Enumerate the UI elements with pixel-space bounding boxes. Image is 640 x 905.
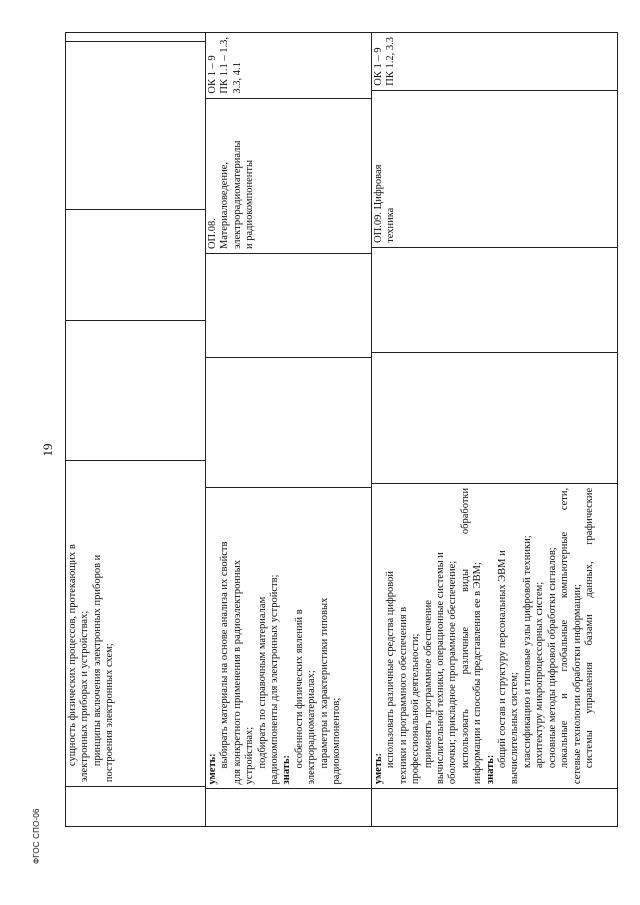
text-line: электрорадиоматериалах;	[306, 670, 318, 785]
index-cell	[66, 786, 205, 826]
curriculum-table	[65, 32, 618, 827]
hours-class-cell	[372, 247, 617, 352]
discipline-cell	[206, 98, 371, 253]
text-line: вычислительных систем;	[509, 672, 521, 785]
section-heading: знать:	[281, 754, 293, 785]
text-line: Материаловедение,	[219, 162, 231, 250]
text-line: системы управления базами данных, графические	[583, 487, 595, 769]
text-line: техники и программного обеспечения в	[397, 606, 409, 785]
section-heading: уметь:	[207, 753, 218, 785]
text-line: применять программное обеспечение	[422, 600, 434, 769]
text-line: для конкретного применения в радиоэлектронных	[231, 560, 243, 785]
text-line: подбирать по справочным материалам	[256, 596, 268, 769]
text-line: и радиокомпоненты	[244, 160, 256, 250]
text-line: ПК 1.1 – 1.3,	[219, 37, 231, 94]
index-cell	[372, 788, 617, 826]
text-line: устройствах;	[244, 726, 256, 785]
hours-max-cell	[66, 320, 205, 460]
text-line: сетевые технологии обработки информации;	[571, 584, 583, 785]
text-line: сущность физических процессов, протекающих в	[67, 544, 78, 767]
text-line: общий состав и структуру персональных ЭВМ и	[497, 550, 509, 769]
competencies-cell	[66, 33, 205, 41]
footer-code: ФГОС СПО-06	[32, 808, 41, 864]
text-line: принципы включения электронных приборов и	[91, 554, 103, 767]
table-row	[372, 33, 617, 826]
text-line: построения электронных схем;	[104, 643, 116, 783]
hours-class-cell	[206, 253, 371, 357]
competencies-cell	[206, 33, 371, 98]
text-line: ОП.08.	[207, 218, 218, 250]
text-line: профессиональной деятельности;	[410, 633, 422, 785]
competencies-cell	[372, 33, 617, 90]
text-line: использовать различные средства цифровой	[385, 570, 397, 769]
text-line: использовать различные виды обработки	[459, 487, 471, 769]
text-line: техника	[385, 207, 397, 243]
text-line: электрорадиоматериалы	[231, 140, 243, 250]
section-heading: уметь:	[373, 752, 384, 785]
text-line: выбирать материалы на основе анализа их свойств	[219, 541, 231, 769]
discipline-cell	[372, 90, 617, 247]
text-line: радиокомпоненты для электронных устройств;	[269, 574, 281, 785]
text-line: локальные и глобальные компьютерные сети,	[559, 487, 571, 769]
text-line: оболочки; прикладное программное обеспечение;	[447, 560, 459, 785]
page-number: 19	[40, 443, 55, 457]
skills-knowledge-cell	[206, 487, 371, 789]
text-line: радиокомпонентов;	[331, 697, 343, 785]
text-line: классификацию и типовые узлы цифровой техники;	[521, 535, 533, 769]
text-line: параметры и характеристики типовых	[318, 597, 330, 769]
text-line: ОП.09. Цифровая	[373, 164, 384, 243]
text-line: архитектуру микропроцессорных систем;	[534, 581, 546, 769]
text-line: особенности физических явлений в	[293, 609, 305, 769]
discipline-cell	[66, 41, 205, 209]
text-line: ПК 1.2, 3.3	[385, 37, 397, 86]
text-line: вычислительной техники, операционные системы и	[435, 552, 447, 785]
table-row	[206, 33, 372, 826]
hours-max-cell	[206, 357, 371, 487]
text-line: ОК 1 – 9	[373, 47, 384, 86]
skills-knowledge-cell	[66, 460, 205, 786]
skills-knowledge-cell	[372, 483, 617, 788]
index-cell	[206, 788, 371, 826]
table-row	[66, 33, 206, 826]
text-line: основные методы цифровой обработки сигналов;	[546, 547, 558, 769]
text-line: электронных приборах и устройствах;	[79, 610, 91, 783]
hours-class-cell	[66, 209, 205, 321]
text-line: 3.3, 4.1	[231, 62, 243, 94]
hours-max-cell	[372, 352, 617, 483]
text-line: ОК 1 – 9	[207, 55, 218, 94]
text-line: информации и способы представления ее в ЭВМ;	[472, 562, 484, 785]
section-heading: знать:	[484, 754, 496, 785]
